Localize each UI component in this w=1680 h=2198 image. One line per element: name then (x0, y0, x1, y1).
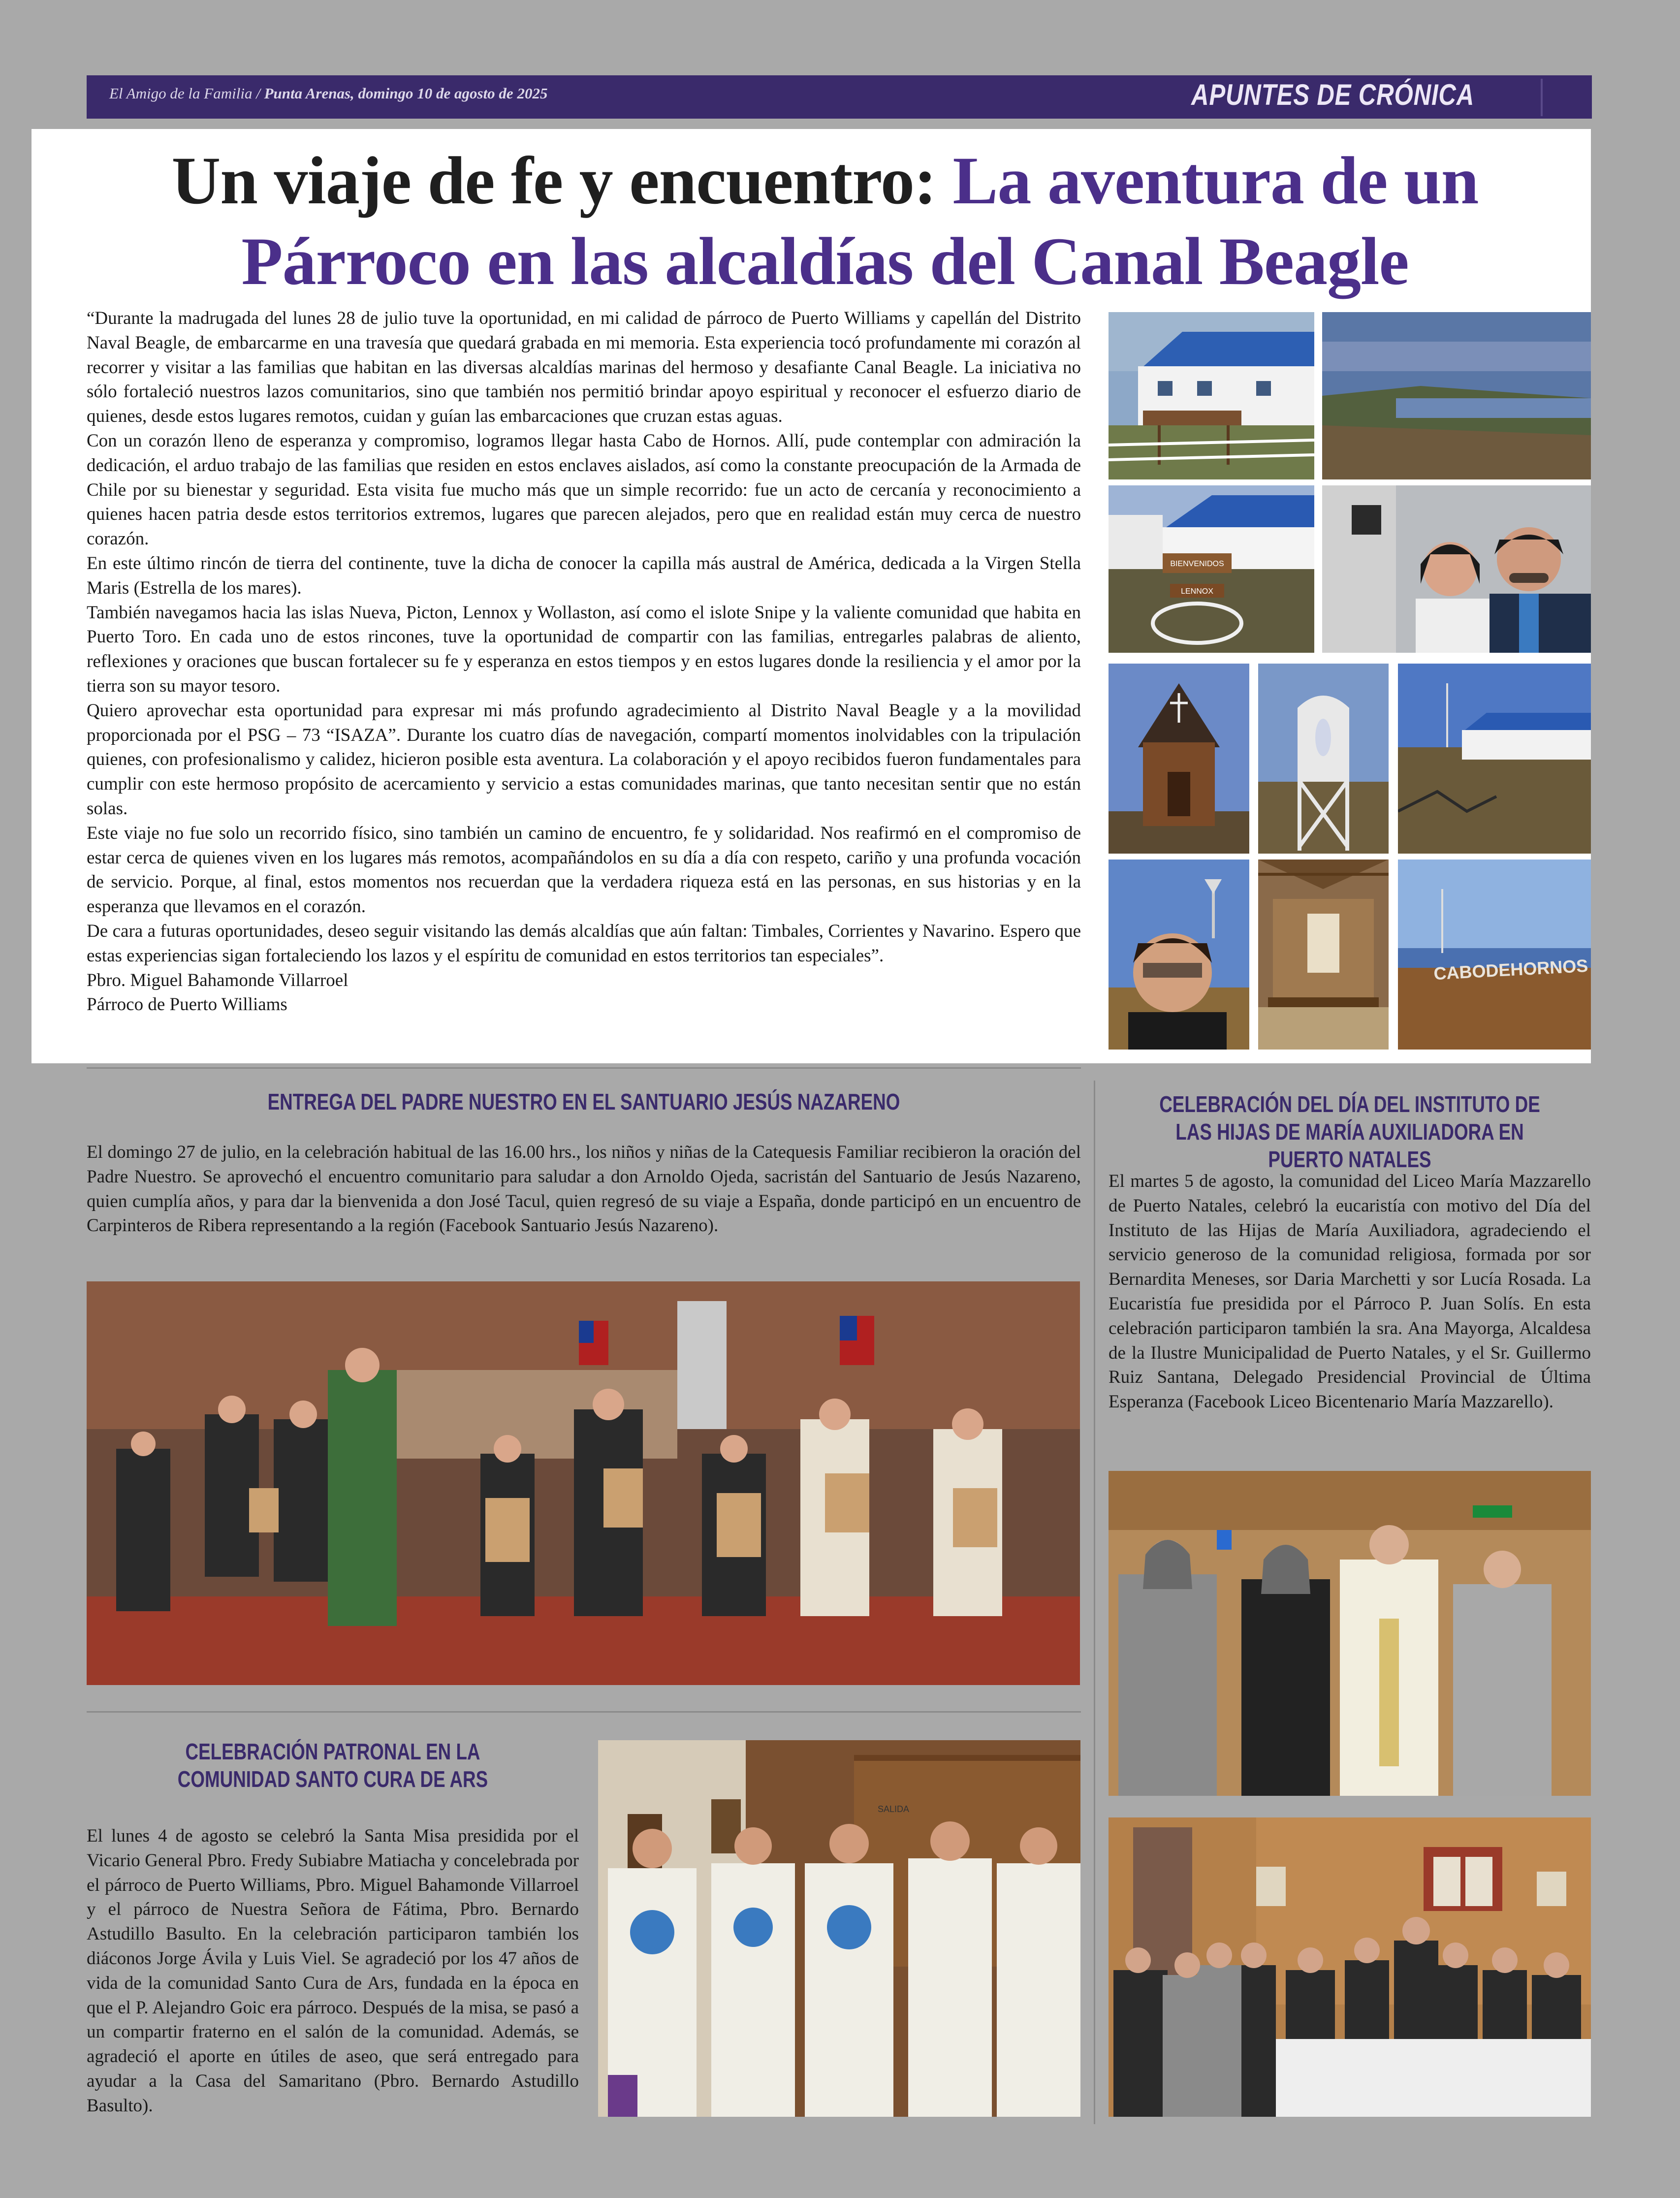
paragraph: “Durante la madrugada del lunes 28 de julio tuve la oportunidad, en mi calidad de párroco de Puerto Williams y capellán del Distrito Naval Beagle, de embarcarme en una travesía que quedará grabada en mi memoria. Esta experiencia tocó profundamente mi corazón al recorrer y visitar a las familias que habitan en las diversas alcaldías marinas del hermoso y desafiante Canal Beagle. La iniciativa no sólo fortaleció nuestros lazos comunitarios, sino que también nos permitió brindar apoyo espiritual y reconocer el esfuerzo diario de quienes, desde estos lugares remotos, cuidan y guían las embarcaciones que cruzan estas aguas. (87, 308, 1081, 427)
photo-cape-horn-station (1398, 664, 1591, 854)
paragraph: De cara a futuras oportunidades, deseo seguir visitando las demás alcaldías que aún faltan: Timbales, Corrientes y Navarino. Espero que estas experiencias sigan fortaleciendo los lazos y el espíritu de comunidad en estos territorios tan especiales”. (87, 921, 1081, 966)
nazareno-body: El domingo 27 de julio, en la celebración habitual de las 16.00 hrs., los niños y niñas de la Catequesis Familiar recibieron la oración del Padre Nuestro. Se aprovechó el encuentro comunitario para saludar a don Arnoldo Ojeda, sacristán del Santuario de Jesús Nazareno, quien cumplía años, y para dar la bienvenida a don José Tacul, quien regresó de su viaje a España, donde participó en un encuentro de Carpinteros de Ribera representando a la región (Facebook Santuario Jesús Nazareno). (87, 1142, 1081, 1236)
ars-body: El lunes 4 de agosto se celebró la Santa Misa presidida por el Vicario General Pbro. Fredy Subiabre Matiacha y concelebrada por el párroco de Puerto Williams, Pbro. Miguel Bahamonde Villarroel y el párroco de Nuestra Señora de Fátima, Pbro. Bernardo Astudillo Basulto. En la celebración participaron también los diáconos Jorge Ávila y Luis Viel. Se agradeció por los 47 años de vida de la comunidad Santo Cura de Ars, fundada en la época en que el P. Alejandro Goic era párroco. Después de la misa, se pasó a un compartir fraterno en el salón de la comunidad. Además, se agradeció el aporte en útiles de aseo, que será entregado para ayudar a la Casa del Samaritano (Pbro. Bernardo Astudillo Basulto). (87, 1826, 579, 2116)
paragraph: También navegamos hacia las islas Nueva, Picton, Lennox y Wollaston, así como el islote Snipe y la valiente comunidad que habita en Puerto Toro. En cada uno de estos rincones, tuve la oportunidad de compartir con las familias, entregarles palabras de aliento, reflexiones y oraciones que buscan fortalecer su fe y esperanza en estos tiempos y en estos lugares donde la resiliencia y el amor por la tierra son su mayor tesoro. (87, 602, 1081, 696)
section-divider (87, 1067, 1081, 1069)
photo-wooden-chapel (1109, 664, 1249, 854)
main-article-body (87, 306, 1081, 1017)
cabo-de-hornos-sign-text: CABODEHORNOS (1433, 955, 1589, 984)
paragraph: Este viaje no fue solo un recorrido físico, sino también un camino de encuentro, fe y solidaridad. Nos reafirmó en el compromiso de estar cerca de quienes viven en los lugares más remotos, acompañándolos en su día a día con respeto, cariño y una profunda vocación de servicio. Porque, al final, estos momentos nos recuerdan que la verdadera riqueza está en las personas, en sus historias y en la esperanza que llevamos en el corazón. (87, 823, 1081, 917)
photo-sisters-priest (1109, 1471, 1591, 1796)
nazareno-title: ENTREGA DEL PADRE NUESTRO EN EL SANTUARIO JESÚS NAZARENO (267, 1089, 900, 1115)
author-line: Pbro. Miguel Bahamonde Villarroel (87, 970, 349, 990)
photo-cabo-de-hornos-letters (1398, 860, 1591, 1050)
photo-catechesis-group (87, 1281, 1080, 1685)
paragraph: En este último rincón de tierra del continente, tuve la dicha de conocer la capilla más austral de América, dedicada a la Virgen Stella Maris (Estrella de los mares). (87, 553, 1081, 598)
welcome-sign-text: BIENVENIDOS (1170, 560, 1224, 568)
header-divider (1541, 79, 1543, 116)
photo-lennox-welcome-sign (1109, 485, 1314, 653)
photo-chapel-interior (1258, 860, 1389, 1050)
photo-priest-selfie (1109, 860, 1249, 1050)
door-sign-text: SALIDA (877, 1804, 910, 1814)
photo-community-group (1109, 1817, 1591, 2117)
author-title: Párroco de Puerto Williams (87, 994, 287, 1015)
header-dateline: El Amigo de la Familia / Punta Arenas, domingo 10 de agosto de 2025 (109, 85, 548, 102)
paragraph: Con un corazón lleno de esperanza y compromiso, logramos llegar hasta Cabo de Hornos. Allí, pude contemplar con admiración la dedicación, el arduo trabajo de las familias que residen en estos enclaves aislados, así como la constante preocupación de la Armada de Chile por su bienestar y seguridad. Esta visita fue mucho más que un simple recorrido: fue un acto de cercanía y reconocimiento a quienes hacen patria desde estos territorios extremos, lugares que parecen alejados, pero que en realidad están muy cerca de nuestro corazón. (87, 430, 1081, 549)
main-article-title: Un viaje de fe y encuentro: La aventura de un Párroco en las alcaldías del Canal Beagle (171, 143, 1479, 299)
photo-ars-clergy (598, 1740, 1080, 2117)
photo-selfie-couple (1322, 485, 1591, 653)
photo-stella-maris-shrine (1258, 664, 1389, 854)
section-divider (87, 1711, 1081, 1713)
section-name: APUNTES DE CRÓNICA (1191, 78, 1475, 111)
ars-title: CELEBRACIÓN PATRONAL EN LA COMUNIDAD SANTO CURA DE ARS (177, 1739, 488, 1792)
auxiliadora-title: CELEBRACIÓN DEL DÍA DEL INSTITUTO DE LAS HIJAS DE MARÍA AUXILIADORA EN PUERTO NATALES (1159, 1091, 1540, 1172)
photo-coast-landscape (1322, 312, 1591, 479)
paragraph: Quiero aprovechar esta oportunidad para expresar mi más profundo agradecimiento al Distrito Naval Beagle y a la movilidad proporcionada por el PSG – 73 “ISAZA”. Durante los cuatro días de navegación, compartí momentos inolvidables con la tripulación quienes, con profesionalismo y calidez, hicieron posible esta aventura. La colaboración y el apoyo recibidos fueron fundamentales para cumplir con este hermoso propósito de acercamiento y servicio a estas comunidades marinas, que tanto necesitan sentir que no están solas. (87, 700, 1081, 819)
lennox-sign-text: LENNOX (1181, 587, 1213, 596)
photo-station-house (1109, 312, 1314, 479)
column-divider (1094, 1081, 1095, 2124)
auxiliadora-body: El martes 5 de agosto, la comunidad del Liceo María Mazzarello de Puerto Natales, celebró la eucaristía con motivo del Día del Instituto de las Hijas de María Auxiliadora, agradeciendo el servicio generoso de la comunidad religiosa, formada por sor Bernardita Meneses, sor Daria Marchetti y sor Lucía Rosada. La Eucaristía fue presidida por el Párroco P. Juan Solís. En esta celebración participaron también la sra. Ana Mayorga, Alcaldesa de la Ilustre Municipalidad de Puerto Natales, y el Sr. Guillermo Ruiz Santana, Delegado Presidencial Provincial de Última Esperanza (Facebook Liceo Bicentenario María Mazzarello). (1109, 1171, 1591, 1412)
